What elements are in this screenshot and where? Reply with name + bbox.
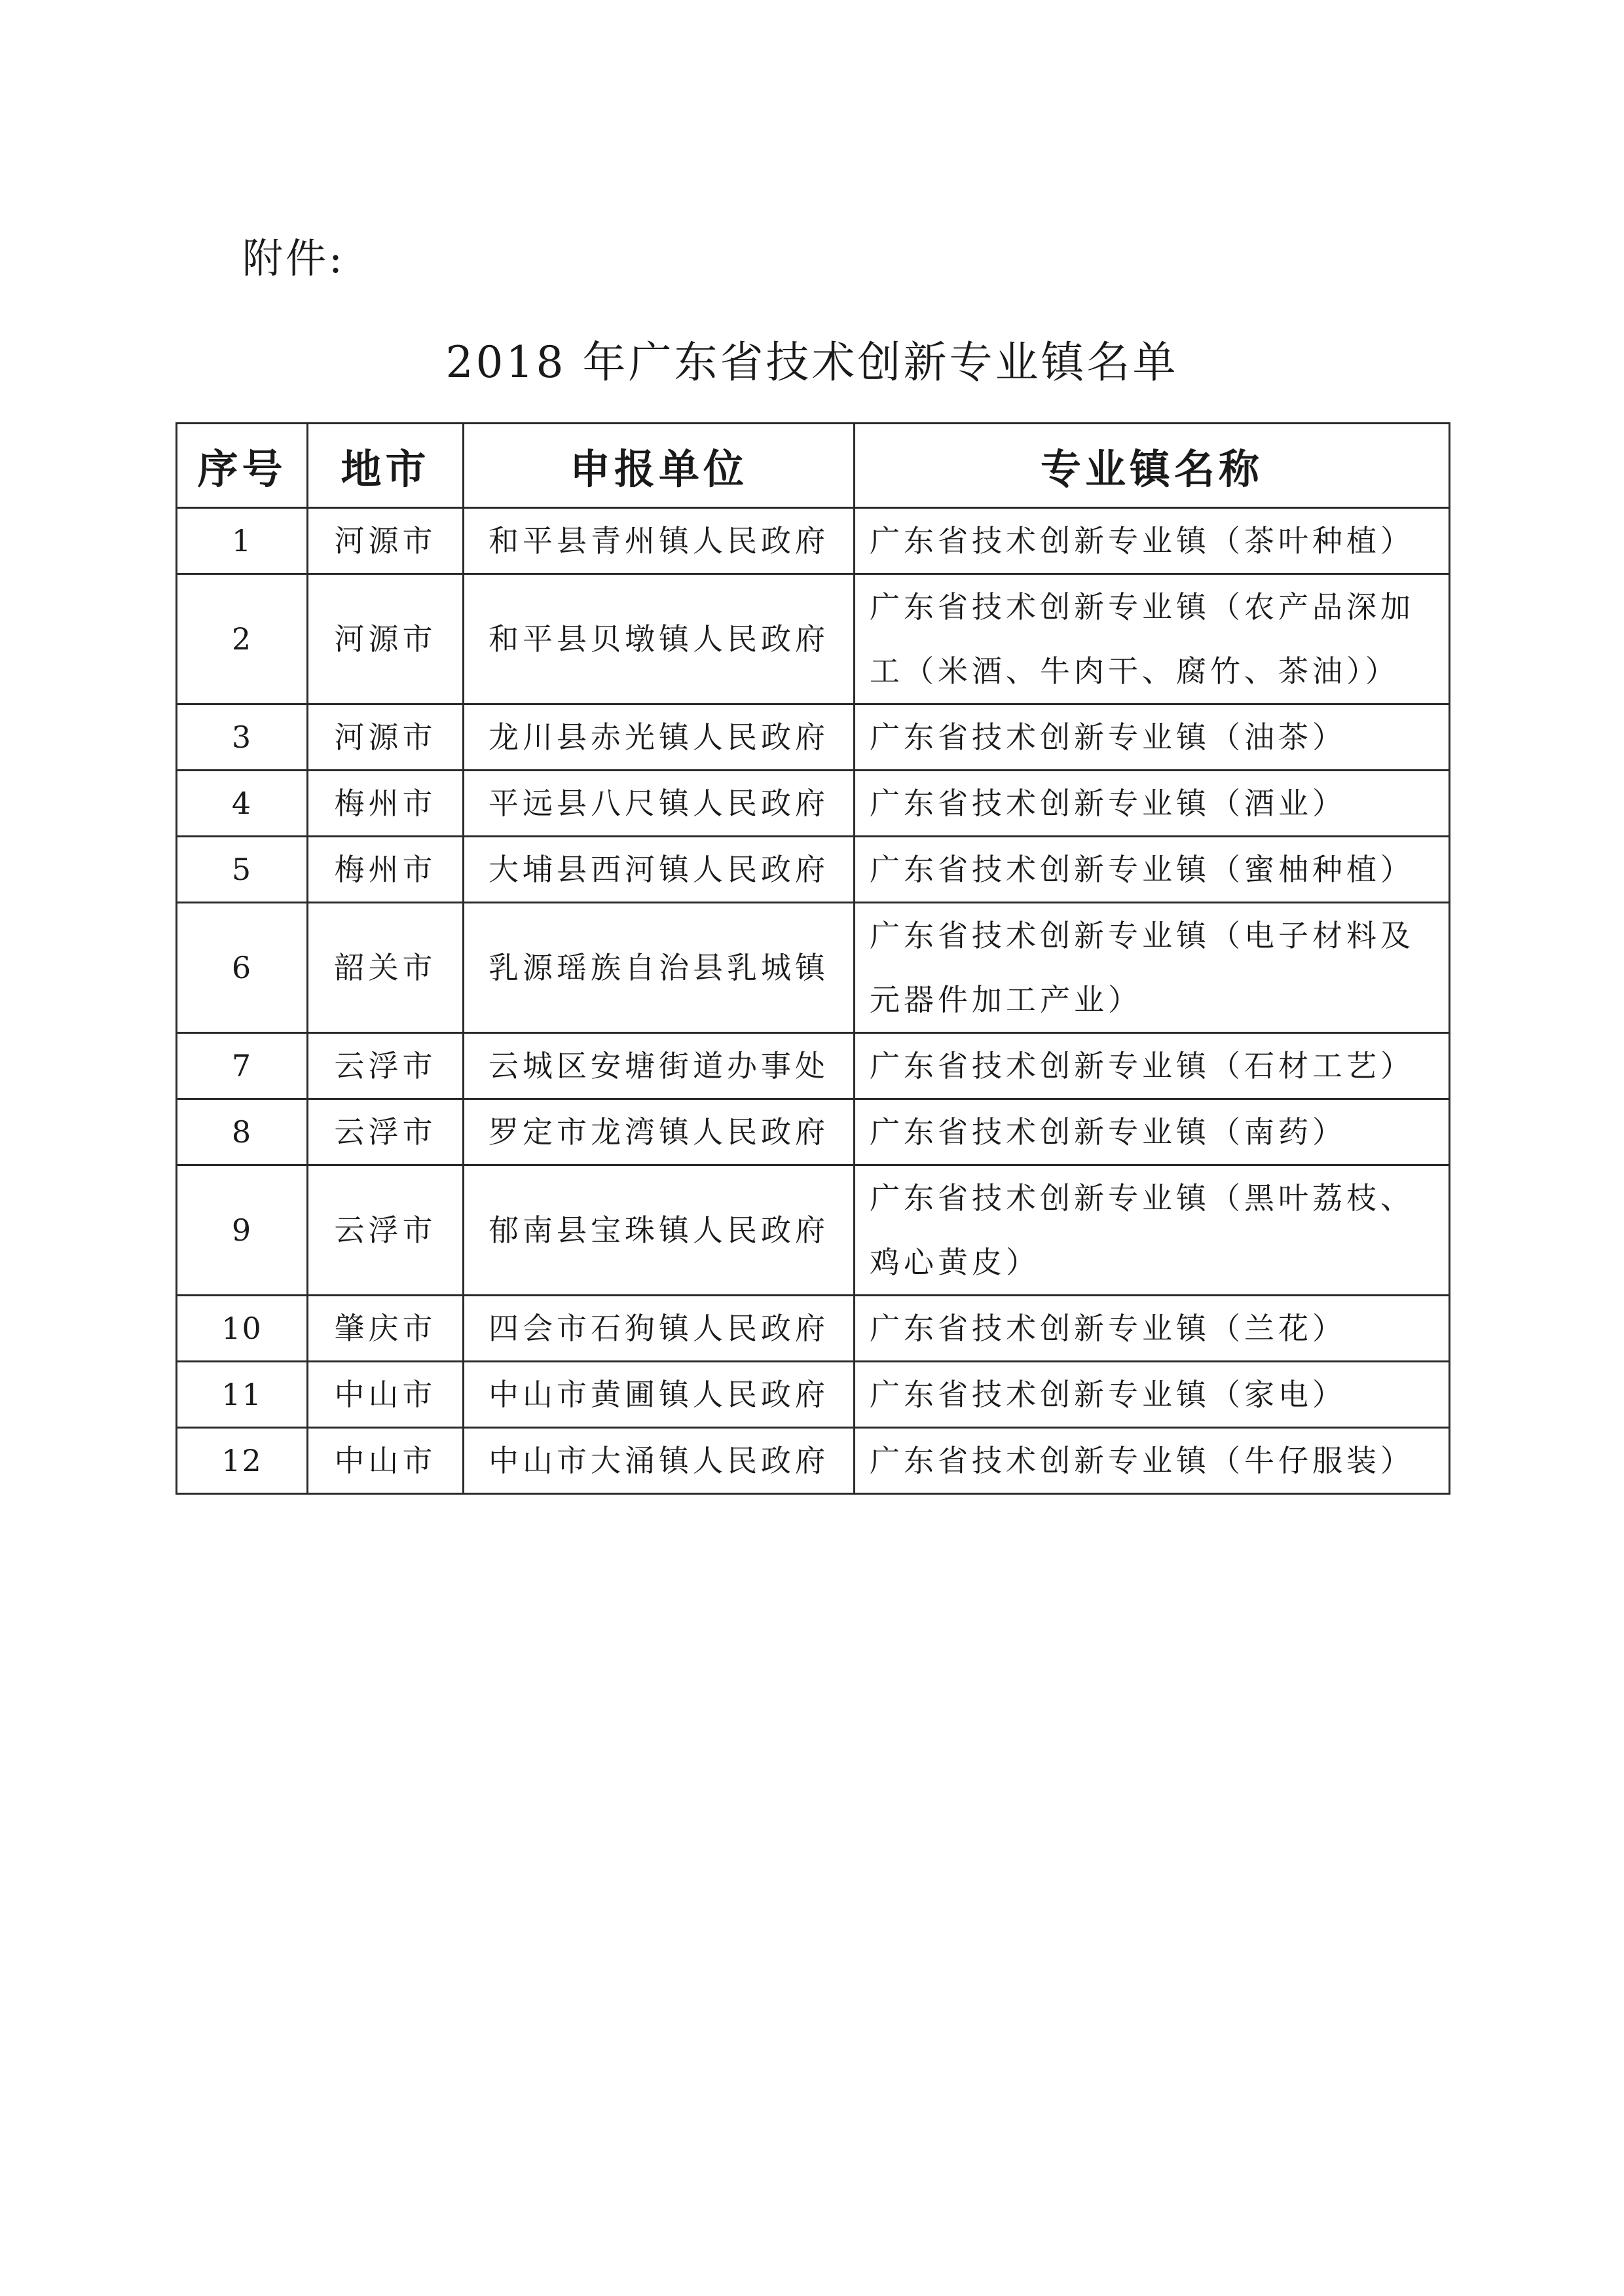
cell-applicant: 平远县八尺镇人民政府 <box>464 771 855 837</box>
cell-applicant: 云城区安塘街道办事处 <box>464 1033 855 1099</box>
cell-number: 9 <box>177 1165 308 1296</box>
cell-city: 韶关市 <box>308 903 464 1033</box>
cell-applicant: 乳源瑶族自治县乳城镇 <box>464 903 855 1033</box>
cell-town-name: 广东省技术创新专业镇（油茶） <box>855 704 1450 771</box>
cell-number: 7 <box>177 1033 308 1099</box>
cell-applicant: 大埔县西河镇人民政府 <box>464 837 855 903</box>
table-row <box>177 903 1450 1033</box>
cell-applicant: 中山市黄圃镇人民政府 <box>464 1362 855 1428</box>
cell-number: 3 <box>177 704 308 771</box>
table-row <box>177 1033 1450 1099</box>
cell-applicant: 和平县贝墩镇人民政府 <box>464 574 855 704</box>
cell-number: 6 <box>177 903 308 1033</box>
document-title: 2018 年广东省技术创新专业镇名单 <box>445 337 1179 388</box>
header-city: 地市 <box>308 424 464 508</box>
cell-town-name: 广东省技术创新专业镇（茶叶种植） <box>855 508 1450 574</box>
table-row <box>177 1428 1450 1494</box>
cell-number: 4 <box>177 771 308 837</box>
cell-applicant: 罗定市龙湾镇人民政府 <box>464 1099 855 1165</box>
table-row <box>177 574 1450 704</box>
table-row <box>177 771 1450 837</box>
cell-number: 1 <box>177 508 308 574</box>
table-row <box>177 1296 1450 1362</box>
cell-town-name: 广东省技术创新专业镇（蜜柚种植） <box>855 837 1450 903</box>
header-town-name: 专业镇名称 <box>855 424 1450 508</box>
cell-city: 肇庆市 <box>308 1296 464 1362</box>
cell-number: 8 <box>177 1099 308 1165</box>
cell-town-name: 广东省技术创新专业镇（酒业） <box>855 771 1450 837</box>
cell-town-name: 广东省技术创新专业镇（石材工艺） <box>855 1033 1450 1099</box>
header-applicant: 申报单位 <box>464 424 855 508</box>
cell-applicant: 中山市大涌镇人民政府 <box>464 1428 855 1494</box>
cell-city: 云浮市 <box>308 1099 464 1165</box>
table-row <box>177 508 1450 574</box>
cell-town-name: 广东省技术创新专业镇（黑叶荔枝、鸡心黄皮） <box>855 1165 1450 1296</box>
attachment-label: 附件: <box>242 234 345 282</box>
table-row <box>177 704 1450 771</box>
table-row <box>177 1165 1450 1296</box>
cell-number: 5 <box>177 837 308 903</box>
cell-city: 河源市 <box>308 574 464 704</box>
cell-city: 梅州市 <box>308 837 464 903</box>
cell-city: 河源市 <box>308 704 464 771</box>
cell-town-name: 广东省技术创新专业镇（家电） <box>855 1362 1450 1428</box>
table-row <box>177 1099 1450 1165</box>
cell-applicant: 和平县青州镇人民政府 <box>464 508 855 574</box>
cell-applicant: 郁南县宝珠镇人民政府 <box>464 1165 855 1296</box>
cell-city: 云浮市 <box>308 1033 464 1099</box>
cell-applicant: 龙川县赤光镇人民政府 <box>464 704 855 771</box>
cell-city: 梅州市 <box>308 771 464 837</box>
cell-city: 云浮市 <box>308 1165 464 1296</box>
cell-number: 10 <box>177 1296 308 1362</box>
cell-applicant: 四会市石狗镇人民政府 <box>464 1296 855 1362</box>
table-row <box>177 837 1450 903</box>
cell-town-name: 广东省技术创新专业镇（牛仔服装） <box>855 1428 1450 1494</box>
town-list-table <box>175 422 1450 1495</box>
cell-city: 中山市 <box>308 1428 464 1494</box>
table-header-row <box>177 424 1450 508</box>
cell-town-name: 广东省技术创新专业镇（农产品深加工（米酒、牛肉干、腐竹、茶油）） <box>855 574 1450 704</box>
cell-city: 河源市 <box>308 508 464 574</box>
cell-city: 中山市 <box>308 1362 464 1428</box>
cell-number: 2 <box>177 574 308 704</box>
table-row <box>177 1362 1450 1428</box>
cell-number: 11 <box>177 1362 308 1428</box>
header-number: 序号 <box>177 424 308 508</box>
cell-town-name: 广东省技术创新专业镇（南药） <box>855 1099 1450 1165</box>
cell-town-name: 广东省技术创新专业镇（电子材料及元器件加工产业） <box>855 903 1450 1033</box>
cell-number: 12 <box>177 1428 308 1494</box>
cell-town-name: 广东省技术创新专业镇（兰花） <box>855 1296 1450 1362</box>
